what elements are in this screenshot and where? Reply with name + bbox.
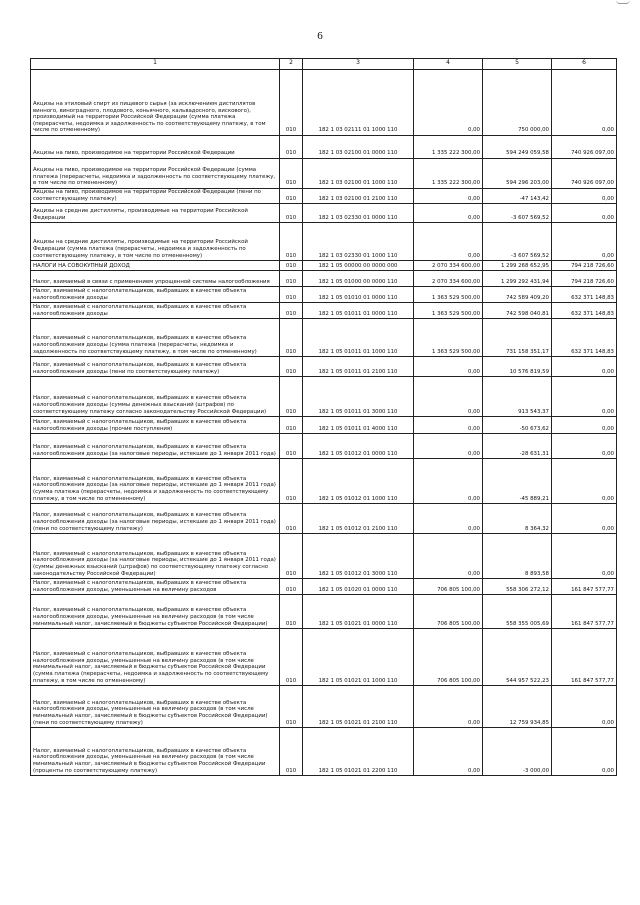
row-approved-cell: 1 335 222 300,00 xyxy=(414,136,483,159)
row-approved-cell: 1 335 222 300,00 xyxy=(414,159,483,189)
row-executed-cell: 913 543,37 xyxy=(483,377,552,417)
row-approved-cell: 0,00 xyxy=(414,70,483,136)
row-approved-cell: 0,00 xyxy=(414,223,483,261)
column-number-row xyxy=(31,59,617,70)
row-budget-code-cell: 182 1 05 01012 01 3000 110 xyxy=(303,534,414,579)
row-budget-code-cell: 182 1 05 00000 00 0000 000 xyxy=(303,261,414,271)
row-approved-cell: 1 363 529 500,00 xyxy=(414,303,483,319)
row-budget-code-cell: 182 1 03 02100 01 1000 110 xyxy=(303,159,414,189)
row-line-code-cell: 010 xyxy=(280,159,303,189)
row-unexecuted-cell: 794 218 726,60 xyxy=(552,271,617,287)
row-unexecuted-cell: 0,00 xyxy=(552,417,617,434)
row-executed-cell: 594 249 059,58 xyxy=(483,136,552,159)
row-budget-code-cell: 182 1 03 02100 01 0000 110 xyxy=(303,136,414,159)
table-row xyxy=(31,319,617,357)
page-number: 6 xyxy=(317,30,323,42)
table-row xyxy=(31,287,617,303)
row-approved-cell: 0,00 xyxy=(414,728,483,776)
row-unexecuted-cell: 0,00 xyxy=(552,728,617,776)
row-unexecuted-cell: 632 371 148,83 xyxy=(552,303,617,319)
row-approved-cell: 0,00 xyxy=(414,434,483,459)
row-name-cell: Налог, взимаемый с налогоплательщиков, выбравших в качестве объекта налогообложения доходы, уменьшенные на величину расходов (в том числе минимальный налог, зачисляемый в бюджеты субъектов Российской Федерации (сумма платежа (перерасчеты, недоимка и задолженность по соответствующему платежу, в том числе по отмененному) xyxy=(31,629,280,686)
row-unexecuted-cell: 161 847 577,77 xyxy=(552,579,617,595)
column-header-6: 6 xyxy=(552,59,617,70)
row-name-cell: Налог, взимаемый с налогоплательщиков, выбравших в качестве объекта налогообложения доходы (за налоговые периоды, истекшие до 1 января 2011 года) (суммы денежных взысканий (штрафов) по соответствующему платежу согласно законодательству Российской Федерации) xyxy=(31,534,280,579)
row-budget-code-cell: 182 1 03 02330 01 1000 110 xyxy=(303,223,414,261)
row-line-code-cell: 010 xyxy=(280,261,303,271)
row-name-cell: Акцизы на этиловый спирт из пищевого сырья (за исключением дистиллятов винного, виноградного, плодового, коньячного, кальвадосного, вискового), производимый на территории Российской Федерации (сумма платежа (перерасчеты, недоимка и задолженность по соответствующему платежу, в том числе по отмененному) xyxy=(31,70,280,136)
row-approved-cell: 0,00 xyxy=(414,417,483,434)
row-approved-cell: 0,00 xyxy=(414,504,483,534)
row-budget-code-cell: 182 1 05 01011 01 1000 110 xyxy=(303,319,414,357)
row-executed-cell: 8 364,32 xyxy=(483,504,552,534)
table-row xyxy=(31,70,617,136)
row-budget-code-cell: 182 1 03 02330 01 0000 110 xyxy=(303,204,414,223)
row-executed-cell: -50 673,62 xyxy=(483,417,552,434)
row-budget-code-cell: 182 1 05 01011 01 0000 110 xyxy=(303,303,414,319)
row-name-cell: Акцизы на пиво, производимое на территории Российской Федерации xyxy=(31,136,280,159)
row-name-cell: Налог, взимаемый с налогоплательщиков, выбравших в качестве объекта налогообложения доходы, уменьшенные на величину расходов (в том числе минимальный налог, зачисляемый в бюджеты субъектов Российской Федерации) (пени по соответствующему платежу) xyxy=(31,686,280,728)
table-row xyxy=(31,629,617,686)
row-name-cell: Налог, взимаемый с налогоплательщиков, выбравших в качестве объекта налогообложения доходы (пени по соответствующему платежу) xyxy=(31,357,280,377)
row-line-code-cell: 010 xyxy=(280,303,303,319)
row-executed-cell: 742 589 409,20 xyxy=(483,287,552,303)
row-line-code-cell: 010 xyxy=(280,686,303,728)
column-header-2: 2 xyxy=(280,59,303,70)
row-name-cell: Акцизы на средние дистилляты, производимые на территории Российской Федерации xyxy=(31,204,280,223)
table-row xyxy=(31,271,617,287)
row-unexecuted-cell: 0,00 xyxy=(552,377,617,417)
table-body xyxy=(31,70,617,776)
table-row xyxy=(31,417,617,434)
row-line-code-cell: 010 xyxy=(280,728,303,776)
row-approved-cell: 0,00 xyxy=(414,377,483,417)
table-row xyxy=(31,377,617,417)
row-budget-code-cell: 182 1 05 01010 01 0000 110 xyxy=(303,287,414,303)
row-approved-cell: 1 363 529 500,00 xyxy=(414,287,483,303)
row-approved-cell: 0,00 xyxy=(414,204,483,223)
table-row xyxy=(31,595,617,629)
scan-edge-mark xyxy=(616,0,630,4)
row-name-cell: Акцизы на средние дистилляты, производимые на территории Российской Федерации (сумма платежа (перерасчеты, недоимка и задолженность по соответствующему платежу, в том числе по отмененному) xyxy=(31,223,280,261)
column-header-3: 3 xyxy=(303,59,414,70)
row-executed-cell: 8 893,58 xyxy=(483,534,552,579)
row-executed-cell: 10 576 819,59 xyxy=(483,357,552,377)
row-unexecuted-cell: 632 371 148,83 xyxy=(552,287,617,303)
table-row xyxy=(31,261,617,271)
column-header-5: 5 xyxy=(483,59,552,70)
row-name-cell: Налог, взимаемый с налогоплательщиков, выбравших в качестве объекта налогообложения доходы (сумма платежа (перерасчеты, недоимка и задолженность по соответствующему платежу, в том числе по отмененному) xyxy=(31,319,280,357)
row-name-cell: Налог, взимаемый с налогоплательщиков, выбравших в качестве объекта налогообложения доходы (прочие поступления) xyxy=(31,417,280,434)
row-unexecuted-cell: 161 847 577,77 xyxy=(552,629,617,686)
row-unexecuted-cell: 0,00 xyxy=(552,223,617,261)
row-unexecuted-cell: 0,00 xyxy=(552,189,617,204)
row-executed-cell: 750 000,00 xyxy=(483,70,552,136)
row-unexecuted-cell: 0,00 xyxy=(552,686,617,728)
row-budget-code-cell: 182 1 05 01012 01 1000 110 xyxy=(303,459,414,504)
row-executed-cell: 558 306 272,12 xyxy=(483,579,552,595)
row-approved-cell: 706 805 100,00 xyxy=(414,579,483,595)
row-budget-code-cell: 182 1 05 01021 01 2100 110 xyxy=(303,686,414,728)
row-budget-code-cell: 182 1 05 01000 00 0000 110 xyxy=(303,271,414,287)
row-line-code-cell: 010 xyxy=(280,271,303,287)
column-header-1: 1 xyxy=(31,59,280,70)
row-budget-code-cell: 182 1 05 01020 01 0000 110 xyxy=(303,579,414,595)
row-approved-cell: 2 070 334 600,00 xyxy=(414,261,483,271)
row-unexecuted-cell: 0,00 xyxy=(552,204,617,223)
row-approved-cell: 0,00 xyxy=(414,357,483,377)
table-row xyxy=(31,223,617,261)
row-budget-code-cell: 182 1 03 02111 01 1000 110 xyxy=(303,70,414,136)
row-approved-cell: 1 363 529 500,00 xyxy=(414,319,483,357)
row-line-code-cell: 010 xyxy=(280,70,303,136)
row-approved-cell: 0,00 xyxy=(414,459,483,504)
row-line-code-cell: 010 xyxy=(280,319,303,357)
row-line-code-cell: 010 xyxy=(280,189,303,204)
row-unexecuted-cell: 740 926 097,00 xyxy=(552,159,617,189)
row-unexecuted-cell: 740 926 097,00 xyxy=(552,136,617,159)
table-row xyxy=(31,534,617,579)
row-budget-code-cell: 182 1 05 01021 01 0000 110 xyxy=(303,595,414,629)
row-executed-cell: 742 598 040,81 xyxy=(483,303,552,319)
row-executed-cell: 544 957 522,23 xyxy=(483,629,552,686)
row-line-code-cell: 010 xyxy=(280,459,303,504)
row-line-code-cell: 010 xyxy=(280,595,303,629)
row-line-code-cell: 010 xyxy=(280,287,303,303)
row-approved-cell: 0,00 xyxy=(414,686,483,728)
table-row xyxy=(31,204,617,223)
row-unexecuted-cell: 794 218 726,60 xyxy=(552,261,617,271)
row-name-cell: Налог, взимаемый с налогоплательщиков, выбравших в качестве объекта налогообложения доходы (за налоговые периоды, истекшие до 1 января 2011 года) xyxy=(31,434,280,459)
row-approved-cell: 2 070 334 600,00 xyxy=(414,271,483,287)
row-name-cell: Налог, взимаемый в связи с применением упрощенной системы налогообложения xyxy=(31,271,280,287)
row-name-cell: НАЛОГИ НА СОВОКУПНЫЙ ДОХОД xyxy=(31,261,280,271)
row-budget-code-cell: 182 1 05 01021 01 1000 110 xyxy=(303,629,414,686)
row-unexecuted-cell: 0,00 xyxy=(552,534,617,579)
row-unexecuted-cell: 0,00 xyxy=(552,434,617,459)
table-row xyxy=(31,504,617,534)
row-executed-cell: 731 158 351,17 xyxy=(483,319,552,357)
row-approved-cell: 706 805 100,00 xyxy=(414,595,483,629)
row-executed-cell: -3 000,00 xyxy=(483,728,552,776)
row-line-code-cell: 010 xyxy=(280,417,303,434)
row-budget-code-cell: 182 1 05 01011 01 3000 110 xyxy=(303,377,414,417)
row-line-code-cell: 010 xyxy=(280,534,303,579)
row-approved-cell: 0,00 xyxy=(414,189,483,204)
row-unexecuted-cell: 0,00 xyxy=(552,459,617,504)
row-executed-cell: 594 296 203,00 xyxy=(483,159,552,189)
column-header-4: 4 xyxy=(414,59,483,70)
row-budget-code-cell: 182 1 03 02100 01 2100 110 xyxy=(303,189,414,204)
row-executed-cell: 1 299 268 652,95 xyxy=(483,261,552,271)
row-unexecuted-cell: 0,00 xyxy=(552,70,617,136)
row-line-code-cell: 010 xyxy=(280,223,303,261)
table-row xyxy=(31,579,617,595)
row-name-cell: Налог, взимаемый с налогоплательщиков, выбравших в качестве объекта налогообложения доходы, уменьшенные на величину расходов (в том числе минимальный налог, зачисляемый в бюджеты субъектов Российской Федерации (проценты по соответствующему платежу) xyxy=(31,728,280,776)
row-name-cell: Акцизы на пиво, производимое на территории Российской Федерации (пени по соответствующему платежу) xyxy=(31,189,280,204)
row-approved-cell: 0,00 xyxy=(414,534,483,579)
row-name-cell: Налог, взимаемый с налогоплательщиков, выбравших в качестве объекта налогообложения доходы (суммы денежных взысканий (штрафов) по соответствующему платежу согласно законодательству Российской Федерации) xyxy=(31,377,280,417)
row-budget-code-cell: 182 1 05 01011 01 4000 110 xyxy=(303,417,414,434)
table-row xyxy=(31,189,617,204)
row-unexecuted-cell: 161 847 577,77 xyxy=(552,595,617,629)
row-name-cell: Налог, взимаемый с налогоплательщиков, выбравших в качестве объекта налогообложения доходы xyxy=(31,287,280,303)
row-approved-cell: 706 805 100,00 xyxy=(414,629,483,686)
row-unexecuted-cell: 0,00 xyxy=(552,504,617,534)
row-line-code-cell: 010 xyxy=(280,434,303,459)
row-line-code-cell: 010 xyxy=(280,629,303,686)
table-row xyxy=(31,686,617,728)
row-executed-cell: -28 631,31 xyxy=(483,434,552,459)
row-line-code-cell: 010 xyxy=(280,136,303,159)
row-executed-cell: -47 143,42 xyxy=(483,189,552,204)
row-budget-code-cell: 182 1 05 01021 01 2200 110 xyxy=(303,728,414,776)
row-budget-code-cell: 182 1 05 01012 01 2100 110 xyxy=(303,504,414,534)
row-unexecuted-cell: 632 371 148,83 xyxy=(552,319,617,357)
row-executed-cell: 558 355 005,69 xyxy=(483,595,552,629)
row-line-code-cell: 010 xyxy=(280,204,303,223)
revenue-table xyxy=(30,58,617,776)
row-name-cell: Налог, взимаемый с налогоплательщиков, выбравших в качестве объекта налогообложения доходы, уменьшенные на величину расходов (в том числе минимальный налог, зачисляемый в бюджеты субъектов Российской Федерации) xyxy=(31,595,280,629)
table-row xyxy=(31,136,617,159)
table-row xyxy=(31,357,617,377)
table-row xyxy=(31,728,617,776)
row-line-code-cell: 010 xyxy=(280,579,303,595)
row-line-code-cell: 010 xyxy=(280,357,303,377)
row-budget-code-cell: 182 1 05 01012 01 0000 110 xyxy=(303,434,414,459)
row-executed-cell: 12 759 934,85 xyxy=(483,686,552,728)
row-executed-cell: -3 607 569,52 xyxy=(483,223,552,261)
row-name-cell: Налог, взимаемый с налогоплательщиков, выбравших в качестве объекта налогообложения доходы, уменьшенные на величину расходов xyxy=(31,579,280,595)
row-name-cell: Акцизы на пиво, производимое на территории Российской Федерации (сумма платежа (перерасчеты, недоимка и задолженность по соответствующему платежу, в том числе по отмененному) xyxy=(31,159,280,189)
table-row xyxy=(31,303,617,319)
row-budget-code-cell: 182 1 05 01011 01 2100 110 xyxy=(303,357,414,377)
table-row xyxy=(31,159,617,189)
row-executed-cell: -45 889,21 xyxy=(483,459,552,504)
row-name-cell: Налог, взимаемый с налогоплательщиков, выбравших в качестве объекта налогообложения доходы (за налоговые периоды, истекшие до 1 января 2011 года) (пени по соответствующему платежу) xyxy=(31,504,280,534)
row-executed-cell: -3 607 569,52 xyxy=(483,204,552,223)
row-line-code-cell: 010 xyxy=(280,377,303,417)
row-unexecuted-cell: 0,00 xyxy=(552,357,617,377)
table-row xyxy=(31,459,617,504)
row-name-cell: Налог, взимаемый с налогоплательщиков, выбравших в качестве объекта налогообложения доходы xyxy=(31,303,280,319)
row-name-cell: Налог, взимаемый с налогоплательщиков, выбравших в качестве объекта налогообложения доходы (за налоговые периоды, истекшие до 1 января 2011 года) (сумма платежа (перерасчеты, недоимка и задолженность по соответствующему платежу, в том числе по отмененному) xyxy=(31,459,280,504)
row-line-code-cell: 010 xyxy=(280,504,303,534)
row-executed-cell: 1 299 292 431,94 xyxy=(483,271,552,287)
table-row xyxy=(31,434,617,459)
